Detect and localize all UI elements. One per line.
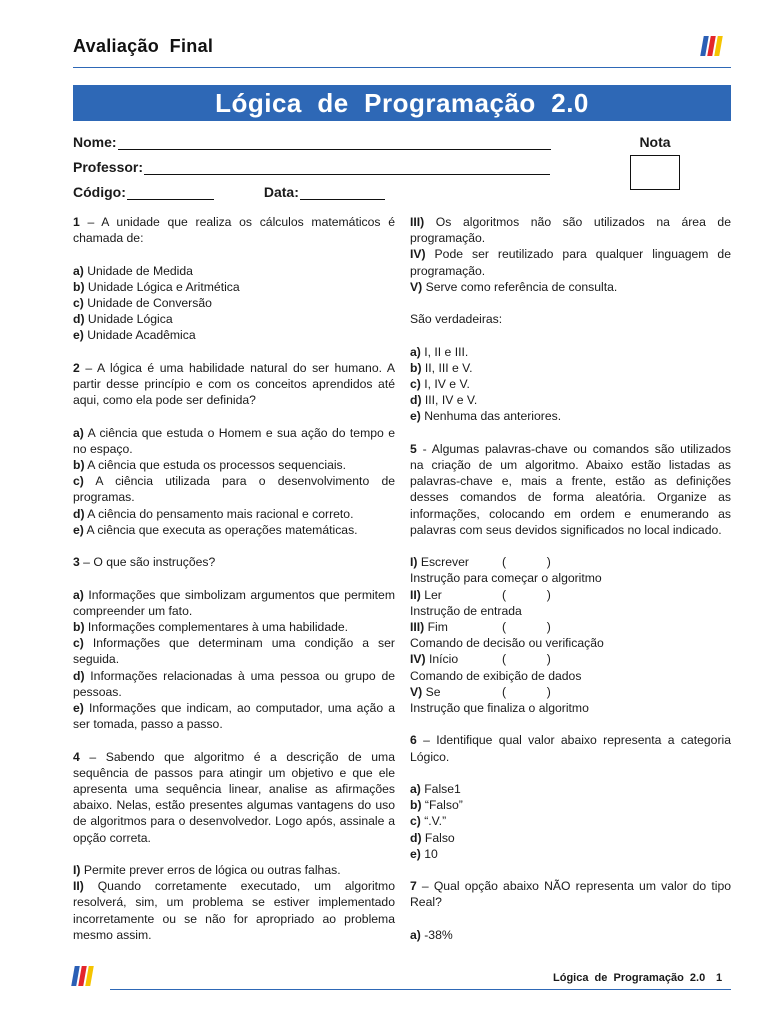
keyword-row: III) Fim ( )	[410, 620, 551, 635]
definition: Comando de exibição de dados	[410, 668, 582, 683]
option: e) A ciência que executa as operações matemáticas.	[73, 522, 358, 537]
option: b) A ciência que estuda os processos sequenciais.	[73, 458, 347, 472]
option: d) Unidade Lógica	[73, 312, 173, 327]
question-3: 3 – O que são instruções?	[73, 555, 216, 570]
option: a) -38%	[410, 927, 453, 942]
option: b) Informações complementares à uma habilidade.	[73, 620, 349, 634]
title-band: Lógica de Programação 2.0	[73, 85, 731, 121]
option: b) II, III e V.	[410, 360, 473, 375]
option: e) Nenhuma das anteriores.	[410, 409, 562, 424]
nome-field[interactable]	[73, 134, 551, 150]
option: c) I, IV e V.	[410, 377, 470, 391]
nome-label: Nome:	[73, 134, 117, 150]
nome-line[interactable]	[118, 135, 551, 150]
option: b) Unidade Lógica e Aritmética	[73, 279, 240, 294]
student-form	[73, 134, 731, 204]
header-rule	[73, 67, 731, 68]
keyword-row: II) Ler ( )	[410, 587, 551, 602]
definition: Instrução para começar o algoritmo	[410, 571, 602, 586]
professor-field[interactable]	[73, 159, 550, 175]
question-5: 5 - Algumas palavras-chave ou comandos são utilizados na criação de um algoritmo. Abaixo estão listadas as palavras-chave e, mais a frente, estão as definições desses comandos de forma aleatória. Organize as informações, colocando em ordem e enumerando as palavras com seus devidos significados no local indicado.	[410, 441, 731, 537]
statement: II) Quando corretamente executado, um algoritmo resolverá, sim, um problema se estiver implementado incorretamente ou se não for apropriado ao problema mesmo assim.	[73, 879, 395, 942]
answer-slot[interactable]: ( )	[502, 555, 551, 570]
codigo-line[interactable]	[127, 185, 214, 200]
footer-rule	[110, 989, 731, 990]
header-title: Avaliação Final	[73, 36, 214, 56]
definition: Instrução que finaliza o algoritmo	[410, 701, 589, 716]
answer-slot[interactable]: ( )	[502, 684, 551, 699]
question-7: 7 – Qual opção abaixo NÃO representa um valor do tipo Real?	[410, 879, 731, 910]
option: e) Unidade Acadêmica	[73, 328, 196, 343]
codigo-field[interactable]	[73, 184, 385, 200]
answer-slot[interactable]: ( )	[502, 620, 551, 635]
option: e) Informações que indicam, ao computador, uma ação a ser tomada, passo a passo.	[73, 701, 395, 732]
definition: Instrução de entrada	[410, 603, 522, 618]
option: c) “.V.”	[410, 814, 447, 829]
left-column	[73, 214, 395, 943]
answer-slot[interactable]: ( )	[502, 652, 551, 667]
statement: III) Os algoritmos não são utilizados na área de programação.	[410, 215, 731, 246]
option: a) I, II e III.	[410, 344, 469, 359]
statement: I) Permite prever erros de lógica ou outras falhas.	[73, 863, 341, 878]
definition: Comando de decisão ou verificação	[410, 636, 604, 651]
brand-logo-icon	[73, 966, 92, 986]
option: b) “Falso”	[410, 798, 463, 813]
statement: IV) Pode ser reutilizado para qualquer linguagem de programação.	[410, 247, 731, 278]
data-line[interactable]	[300, 185, 385, 200]
data-label: Data:	[263, 184, 299, 200]
answer-slot[interactable]: ( )	[502, 587, 551, 602]
keyword-row: V) Se ( )	[410, 684, 551, 699]
question-2: 2 – A lógica é uma habilidade natural do ser humano. A partir desse princípio e com os conceitos aprendidos até aqui, como ela pode ser definida?	[73, 360, 395, 408]
question-4-prompt: São verdadeiras:	[410, 312, 503, 327]
question-1: 1 – A unidade que realiza os cálculos matemáticos é chamada de:	[73, 215, 395, 246]
option: e) 10	[410, 846, 438, 861]
nota-box[interactable]	[630, 155, 680, 190]
option: a) Unidade de Medida	[73, 263, 193, 278]
option: a) Informações que simbolizam argumentos que permitem compreender um fato.	[73, 587, 395, 618]
codigo-label: Código:	[73, 184, 126, 200]
option: d) Falso	[410, 830, 455, 845]
option: d) III, IV e V.	[410, 393, 478, 408]
footer-title: Lógica de Programação 2.0	[553, 972, 706, 984]
option: d) Informações relacionadas à uma pessoa ou grupo de pessoas.	[73, 668, 395, 699]
brand-logo-icon	[702, 36, 721, 56]
question-4: 4 – Sabendo que algoritmo é a descrição de uma sequência de passos para atingir um objetivo e que ele apresenta uma sequência linear, analise as afirmações abaixo. Nelas, estão presentes algumas vantagens do uso de algoritmos para o desenvolvedor. Logo após, assinale a opção correta.	[73, 749, 395, 845]
question-6: 6 – Identifique qual valor abaixo representa a categoria Lógico.	[410, 733, 731, 764]
keyword-row: IV) Início ( )	[410, 652, 551, 667]
page-header	[73, 36, 731, 68]
option: a) False1	[410, 782, 461, 797]
statement: V) Serve como referência de consulta.	[410, 279, 618, 294]
professor-line[interactable]	[144, 160, 550, 175]
option: a) A ciência que estuda o Homem e sua ação do tempo e no espaço.	[73, 425, 395, 456]
nota-label: Nota	[639, 134, 671, 150]
right-column	[410, 214, 731, 943]
option: c) A ciência utilizada para o desenvolvimento de programas.	[73, 474, 395, 505]
keyword-row: I) Escrever ( )	[410, 555, 551, 570]
page-number: 1	[716, 972, 723, 984]
professor-label: Professor:	[73, 159, 144, 175]
option: c) Informações que determinam uma condição a ser seguida.	[73, 636, 395, 667]
option: c) Unidade de Conversão	[73, 296, 212, 310]
option: d) A ciência do pensamento mais racional e correto.	[73, 506, 354, 521]
